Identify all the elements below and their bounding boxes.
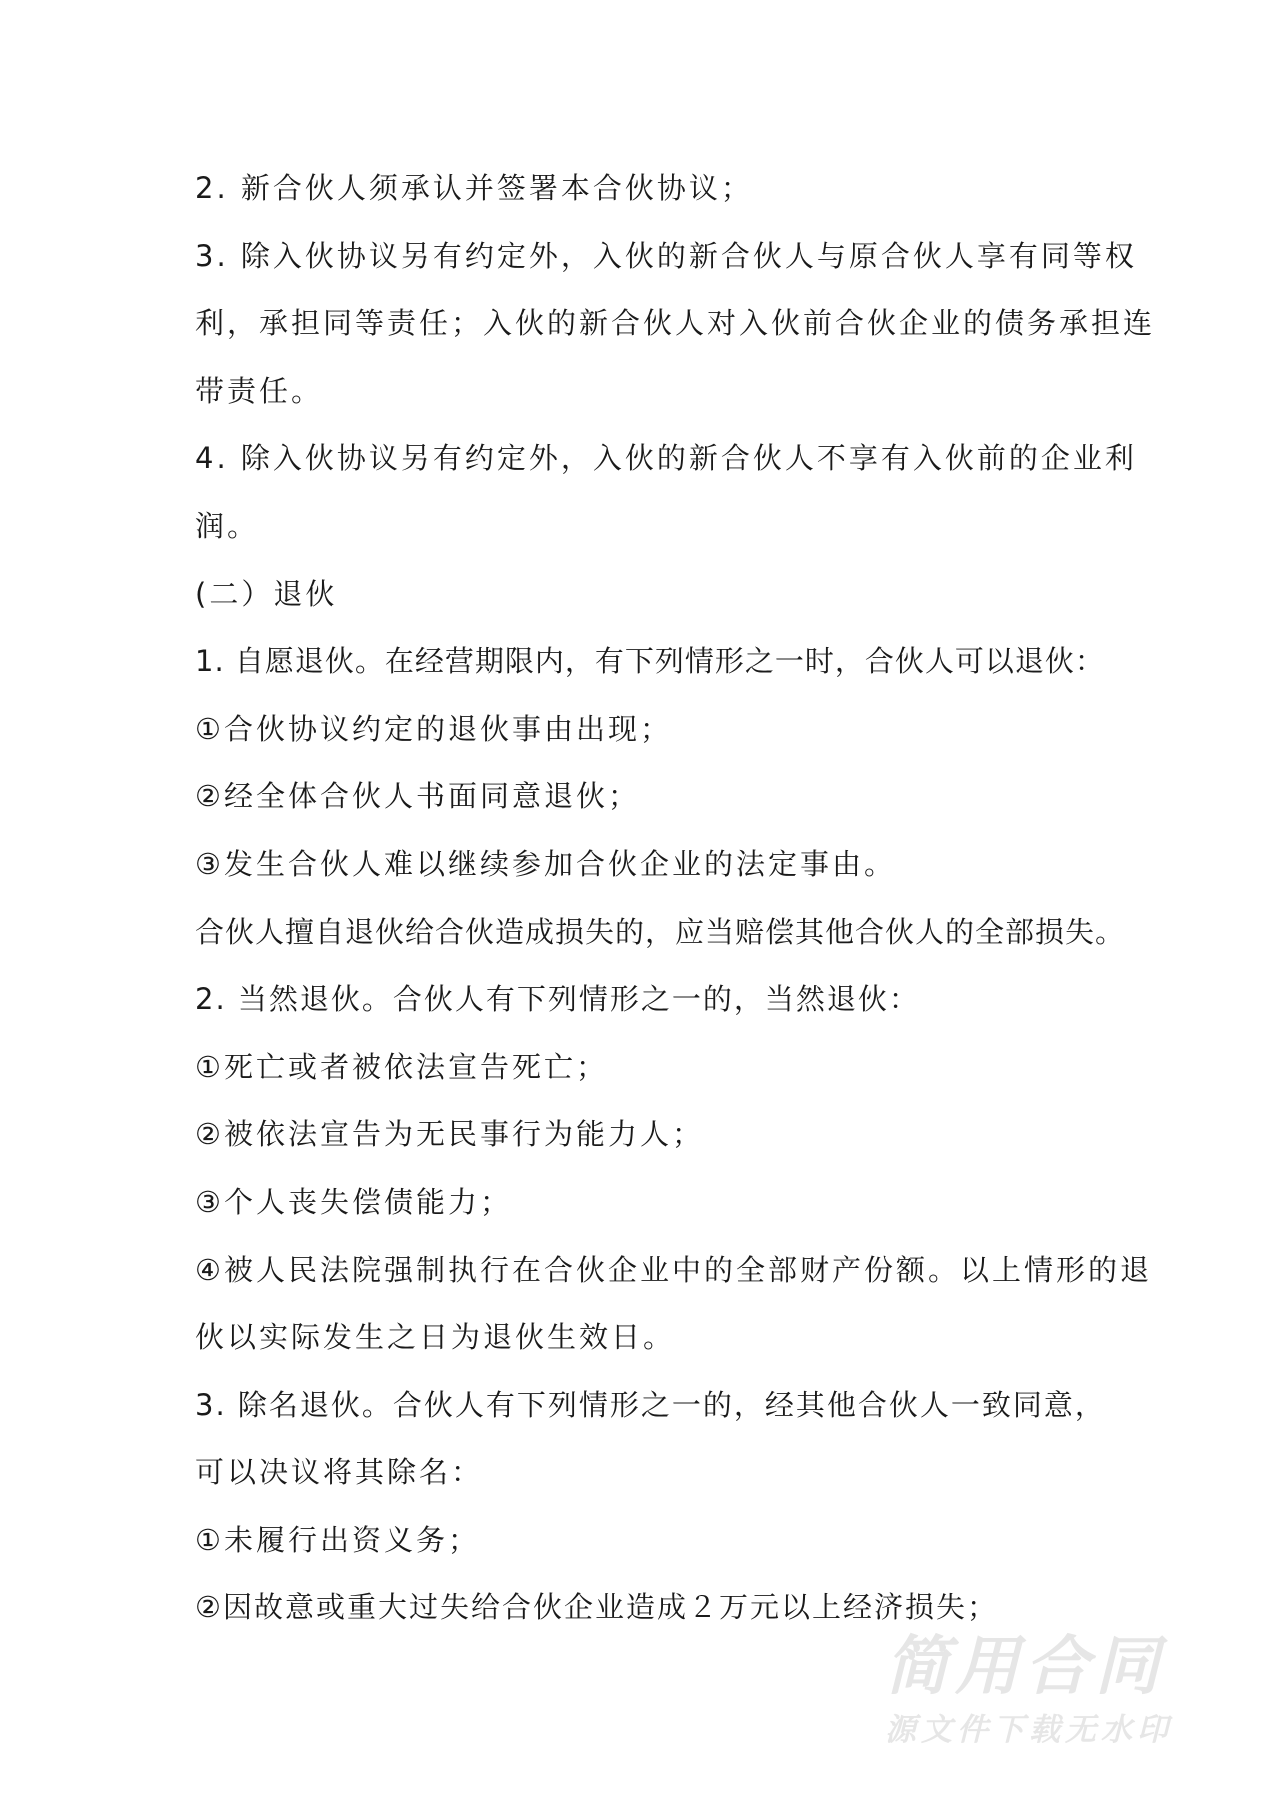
list-item: ②因故意或重大过失给合伙企业造成２万元以上经济损失；: [195, 1590, 998, 1625]
list-item: ①未履行出资义务；: [195, 1522, 480, 1557]
list-item: ①合伙协议约定的退伙事由出现；: [195, 711, 672, 746]
paragraph-line: 伙以实际发生之日为退伙生效日。: [195, 1320, 676, 1355]
watermark-subtitle: 源文件下载无水印: [885, 1712, 1173, 1748]
paragraph-line: 4. 除入伙协议另有约定外，入伙的新合伙人不享有入伙前的企业利: [195, 441, 1137, 476]
document-body: [195, 168, 1195, 1655]
section-heading: (二）退伙: [195, 576, 338, 611]
paragraph-line: 带责任。: [195, 373, 324, 408]
paragraph-line: 利，承担同等责任；入伙的新合伙人对入伙前合伙企业的债务承担连: [195, 306, 1156, 341]
watermark-title: 简用合同: [885, 1630, 1165, 1704]
list-item: ①死亡或者被依法宣告死亡；: [195, 1049, 608, 1084]
paragraph-line: 3. 除名退伙。合伙人有下列情形之一的，经其他合伙人一致同意，: [195, 1387, 1106, 1422]
list-item: ③发生合伙人难以继续参加合伙企业的法定事由。: [195, 846, 896, 881]
list-item: ②被依法宣告为无民事行为能力人；: [195, 1117, 704, 1152]
paragraph-line: 2. 当然退伙。合伙人有下列情形之一的，当然退伙：: [195, 982, 920, 1017]
paragraph-line: 润。: [195, 508, 260, 543]
paragraph-line: 3. 除入伙协议另有约定外，入伙的新合伙人与原合伙人享有同等权: [195, 238, 1137, 273]
paragraph-line: 合伙人擅自退伙给合伙造成损失的，应当赔偿其他合伙人的全部损失。: [195, 914, 1126, 949]
paragraph-line: 可以决议将其除名：: [195, 1455, 484, 1490]
paragraph-line: 2. 新合伙人须承认并签署本合伙协议；: [195, 171, 753, 205]
list-item: ③个人丧失偿债能力；: [195, 1184, 512, 1219]
list-item: ②经全体合伙人书面同意退伙；: [195, 779, 640, 814]
paragraph-line: 1. 自愿退伙。在经营期限内，有下列情形之一时，合伙人可以退伙：: [195, 644, 1105, 679]
list-item: ④被人民法院强制执行在合伙企业中的全部财产份额。以上情形的退: [195, 1252, 1152, 1287]
